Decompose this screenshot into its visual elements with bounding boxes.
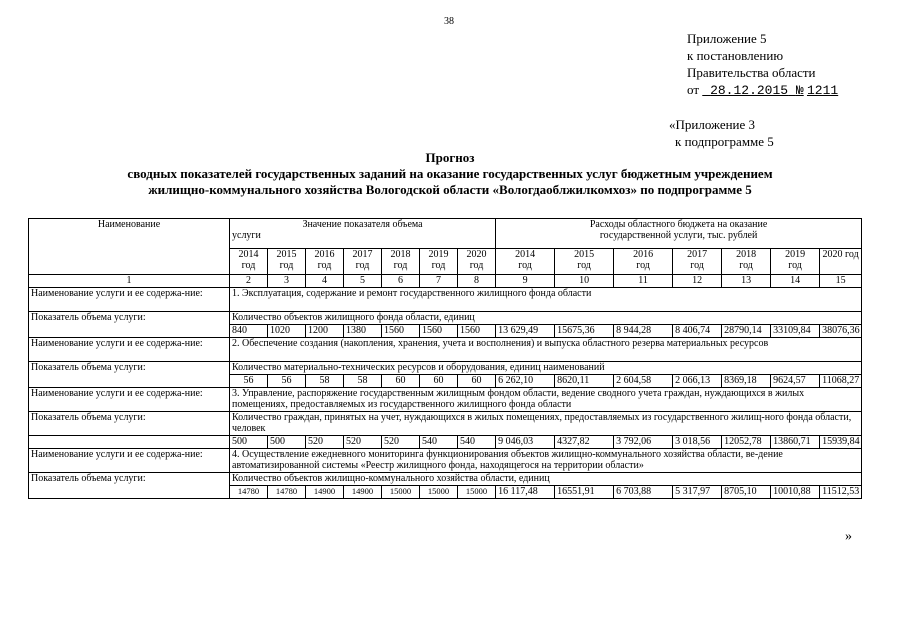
volume-value: 1560 xyxy=(382,325,420,338)
service-description: 3. Управление, распоряжение государственным жилищным фондом области, ведение сводного учета граждан, нуждающихся в жилых помещениях, предоставляемых из государственного жилищного фонда области xyxy=(230,388,862,412)
volume-value: 1560 xyxy=(420,325,458,338)
indicator-description: Количество объектов жилищно-коммунального хозяйства области, единиц xyxy=(230,473,862,486)
service-label: Наименование услуги и ее содержа-ние: xyxy=(29,388,230,412)
page-number: 38 xyxy=(444,16,454,27)
header-volume-group: Значение показателя объема услуги xyxy=(230,219,496,249)
column-number: 4 xyxy=(306,275,344,288)
appendix-date-line xyxy=(687,81,838,99)
appendix-line-3: Правительства области xyxy=(687,65,816,80)
label-spacer xyxy=(29,436,230,449)
document-title xyxy=(40,150,860,198)
volume-value: 500 xyxy=(230,436,268,449)
volume-value: 540 xyxy=(458,436,496,449)
indicator-label: Показатель объема услуги: xyxy=(29,412,230,436)
expense-value: 13860,71 xyxy=(771,436,820,449)
service-row xyxy=(29,449,862,473)
indicator-row xyxy=(29,362,862,375)
volume-year-2020: 2020 год xyxy=(458,249,496,275)
column-number: 12 xyxy=(673,275,722,288)
values-row xyxy=(29,436,862,449)
forecast-table xyxy=(28,218,862,499)
expense-value: 5 317,97 xyxy=(673,486,722,499)
volume-value: 60 xyxy=(458,375,496,388)
volume-value: 520 xyxy=(306,436,344,449)
volume-year-2019: 2019 год xyxy=(420,249,458,275)
volume-value: 56 xyxy=(268,375,306,388)
volume-value: 14900 xyxy=(344,486,382,499)
indicator-label: Показатель объема услуги: xyxy=(29,312,230,338)
expense-value: 9 046,03 xyxy=(496,436,555,449)
volume-value: 56 xyxy=(230,375,268,388)
volume-year-2015: 2015 год xyxy=(268,249,306,275)
column-number: 6 xyxy=(382,275,420,288)
expense-value: 6 262,10 xyxy=(496,375,555,388)
expense-value: 16 117,48 xyxy=(496,486,555,499)
indicator-row xyxy=(29,473,862,486)
volume-year-2014: 2014 год xyxy=(230,249,268,275)
expense-value: 8705,10 xyxy=(722,486,771,499)
header-expense-group: Расходы областного бюджета на оказание государственной услуги, тыс. рублей xyxy=(496,219,862,249)
volume-value: 500 xyxy=(268,436,306,449)
column-number: 10 xyxy=(555,275,614,288)
expense-year-2020: 2020 год xyxy=(820,249,862,275)
title-line-3: жилищно-коммунального хозяйства Вологодской области «Вологдаоблжилкомхоз» по подпрограмме 5 xyxy=(148,182,752,197)
volume-value: 15000 xyxy=(420,486,458,499)
service-description: 2. Обеспечение создания (накопления, хранения, учета и восполнения) и выпуска областного резерва материальных ресурсов xyxy=(230,338,862,362)
volume-value: 1020 xyxy=(268,325,306,338)
indicator-description: Количество объектов жилищного фонда области, единиц xyxy=(230,312,862,325)
expense-value: 11512,53 xyxy=(820,486,862,499)
indicator-description: Количество материально-технических ресурсов и оборудования, единиц наименований xyxy=(230,362,862,375)
number-sign: № xyxy=(795,83,804,98)
expense-value: 16551,91 xyxy=(555,486,614,499)
service-row xyxy=(29,388,862,412)
expense-value: 11068,27 xyxy=(820,375,862,388)
expense-value: 2 604,58 xyxy=(614,375,673,388)
decree-number: 1211 xyxy=(806,83,839,98)
expense-value: 2 066,13 xyxy=(673,375,722,388)
column-number: 2 xyxy=(230,275,268,288)
volume-value: 1560 xyxy=(458,325,496,338)
sub-appendix-header xyxy=(669,116,774,150)
expense-value: 8 406,74 xyxy=(673,325,722,338)
volume-value: 58 xyxy=(344,375,382,388)
column-number: 3 xyxy=(268,275,306,288)
appendix-header xyxy=(687,30,838,99)
column-number: 15 xyxy=(820,275,862,288)
column-number: 9 xyxy=(496,275,555,288)
service-label: Наименование услуги и ее содержа-ние: xyxy=(29,288,230,312)
appendix-line-1: Приложение 5 xyxy=(687,31,767,46)
sub-appendix-line-2: к подпрограмме 5 xyxy=(675,134,774,149)
title-line-1: Прогноз xyxy=(425,150,475,165)
expense-value: 13 629,49 xyxy=(496,325,555,338)
volume-value: 58 xyxy=(306,375,344,388)
closing-quote: » xyxy=(845,529,852,544)
expense-value: 3 018,56 xyxy=(673,436,722,449)
volume-year-2018: 2018 год xyxy=(382,249,420,275)
volume-value: 520 xyxy=(344,436,382,449)
decree-date: 28.12.2015 xyxy=(710,83,789,98)
volume-value: 60 xyxy=(382,375,420,388)
expense-value: 10010,88 xyxy=(771,486,820,499)
column-number: 7 xyxy=(420,275,458,288)
expense-value: 4327,82 xyxy=(555,436,614,449)
column-number: 13 xyxy=(722,275,771,288)
expense-year-2017: 2017 год xyxy=(673,249,722,275)
date-prefix: от xyxy=(687,82,700,97)
expense-value: 28790,14 xyxy=(722,325,771,338)
volume-value: 15000 xyxy=(382,486,420,499)
volume-value: 15000 xyxy=(458,486,496,499)
service-label: Наименование услуги и ее содержа-ние: xyxy=(29,338,230,362)
column-number: 11 xyxy=(614,275,673,288)
header-name: Наименование xyxy=(29,219,230,275)
column-number: 8 xyxy=(458,275,496,288)
volume-value: 14780 xyxy=(230,486,268,499)
volume-value: 14780 xyxy=(268,486,306,499)
expense-year-2018: 2018 год xyxy=(722,249,771,275)
volume-value: 1200 xyxy=(306,325,344,338)
indicator-label: Показатель объема услуги: xyxy=(29,362,230,388)
expense-value: 33109,84 xyxy=(771,325,820,338)
service-row xyxy=(29,288,862,312)
indicator-label: Показатель объема услуги: xyxy=(29,473,230,499)
indicator-description: Количество граждан, принятых на учет, нуждающихся в жилых помещениях, предоставляемых из государственного жилищ-ного фонда области, человек xyxy=(230,412,862,436)
indicator-row xyxy=(29,412,862,436)
expense-year-2019: 2019 год xyxy=(771,249,820,275)
volume-value: 60 xyxy=(420,375,458,388)
expense-value: 8369,18 xyxy=(722,375,771,388)
volume-value: 14900 xyxy=(306,486,344,499)
expense-year-2014: 2014 год xyxy=(496,249,555,275)
service-label: Наименование услуги и ее содержа-ние: xyxy=(29,449,230,473)
volume-year-2016: 2016 год xyxy=(306,249,344,275)
expense-value: 15675,36 xyxy=(555,325,614,338)
expense-value: 3 792,06 xyxy=(614,436,673,449)
expense-value: 15939,84 xyxy=(820,436,862,449)
appendix-line-2: к постановлению xyxy=(687,48,784,63)
expense-year-2015: 2015 год xyxy=(555,249,614,275)
expense-value: 8 944,28 xyxy=(614,325,673,338)
volume-value: 520 xyxy=(382,436,420,449)
volume-value: 1380 xyxy=(344,325,382,338)
expense-value: 38076,36 xyxy=(820,325,862,338)
expense-value: 9624,57 xyxy=(771,375,820,388)
title-line-2: сводных показателей государственных заданий на оказание государственных услуг бюджетным учреждением xyxy=(127,166,773,181)
service-description: 4. Осуществление ежедневного мониторинга функционирования объектов жилищно-коммунального хозяйства области, ве-дение автоматизированной системы «Реестр жилищного фонда, находящегося на территории области» xyxy=(230,449,862,473)
volume-year-2017: 2017 год xyxy=(344,249,382,275)
column-number: 14 xyxy=(771,275,820,288)
expense-year-2016: 2016 год xyxy=(614,249,673,275)
column-number: 5 xyxy=(344,275,382,288)
service-row xyxy=(29,338,862,362)
indicator-row xyxy=(29,312,862,325)
service-description: 1. Эксплуатация, содержание и ремонт государственного жилищного фонда области xyxy=(230,288,862,312)
volume-value: 840 xyxy=(230,325,268,338)
volume-value: 540 xyxy=(420,436,458,449)
expense-value: 6 703,88 xyxy=(614,486,673,499)
column-number: 1 xyxy=(29,275,230,288)
expense-value: 12052,78 xyxy=(722,436,771,449)
sub-appendix-line-1: «Приложение 3 xyxy=(669,117,756,132)
expense-value: 8620,11 xyxy=(555,375,614,388)
